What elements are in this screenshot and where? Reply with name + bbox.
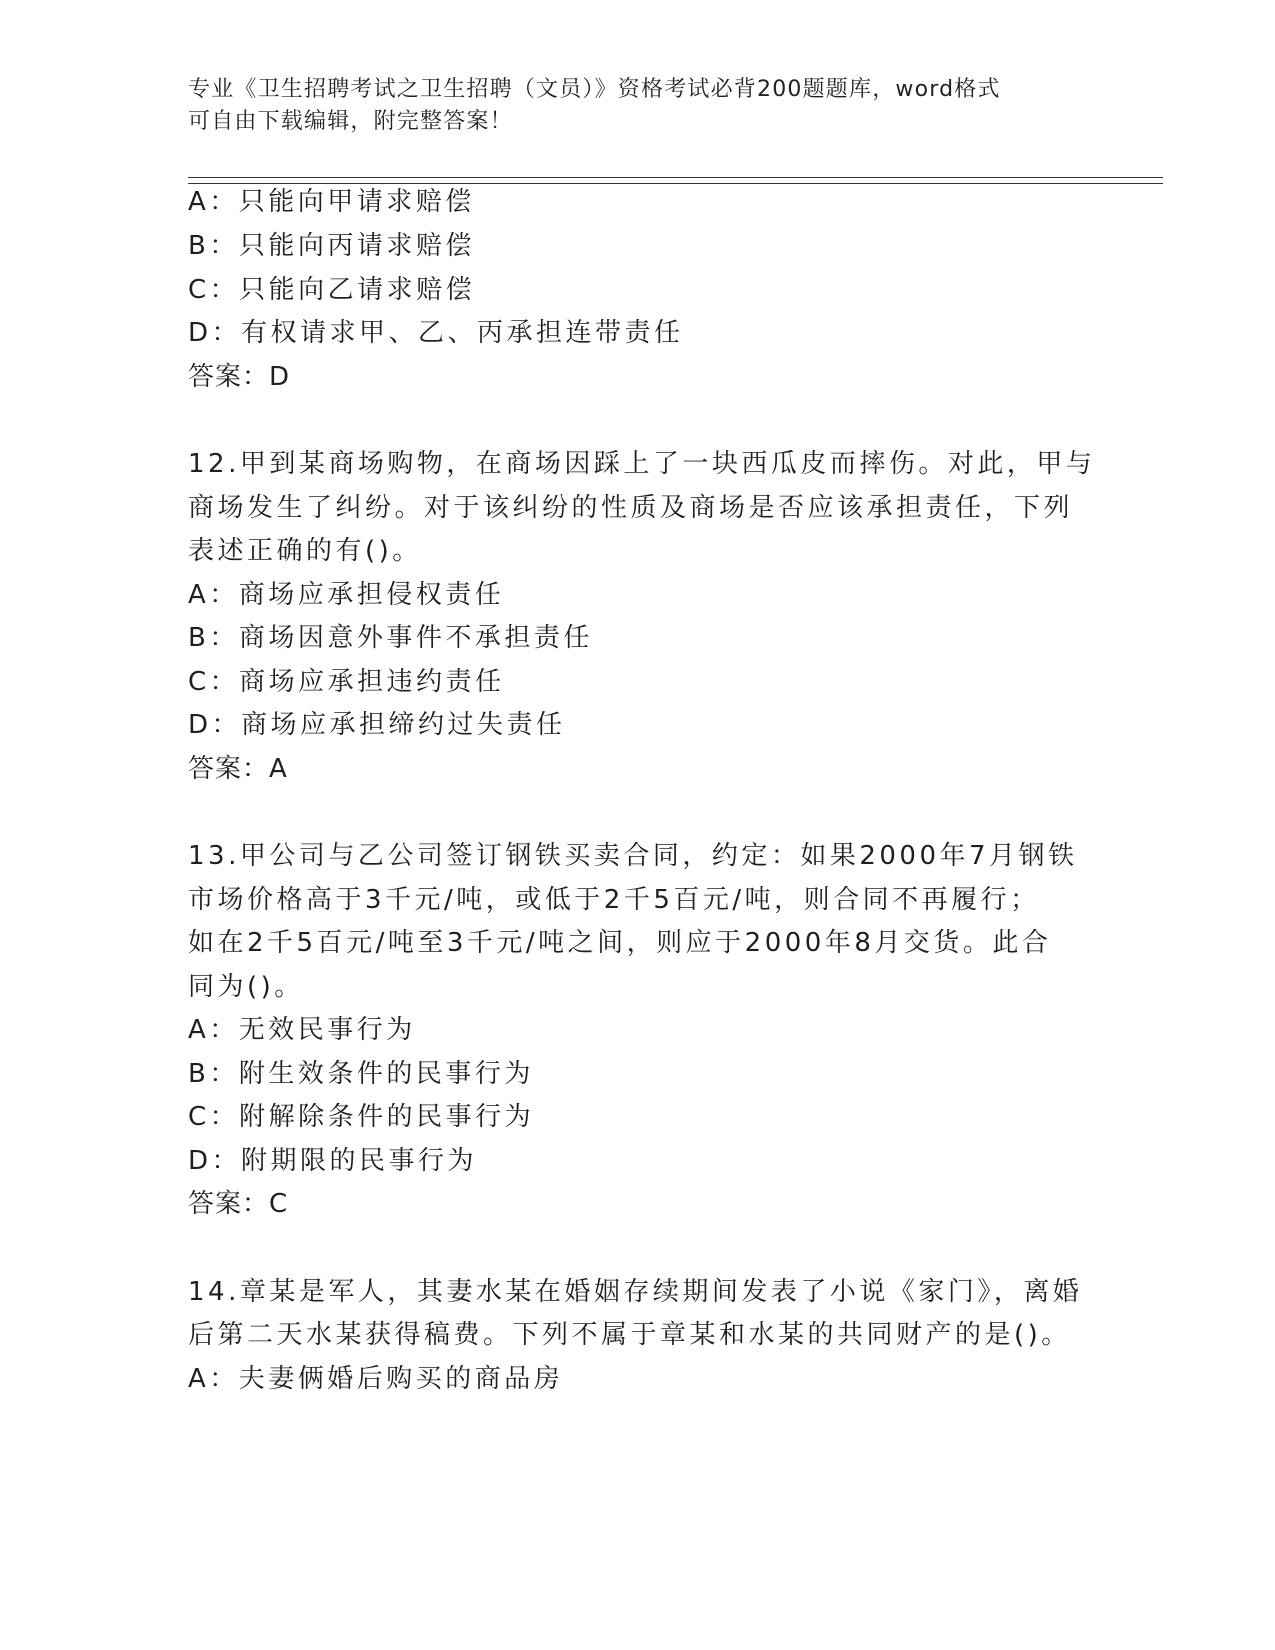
q11-option-c: C：只能向乙请求赔偿 — [188, 275, 476, 305]
q13-stem-line-1: 13.甲公司与乙公司签订钢铁买卖合同，约定：如果2000年7月钢铁 — [188, 841, 1078, 871]
q13-stem-line-2: 市场价格高于3千元/吨，或低于2千5百元/吨，则合同不再履行； — [188, 885, 1040, 915]
header-line-2: 可自由下载编辑，附完整答案！ — [188, 109, 513, 134]
q13-option-c: C：附解除条件的民事行为 — [188, 1102, 535, 1132]
q12-stem-line-3: 表述正确的有()。 — [188, 536, 422, 566]
header-divider-top — [188, 177, 1163, 178]
q11-option-d: D：有权请求甲、乙、丙承担连带责任 — [188, 318, 684, 348]
q12-answer: 答案：A — [188, 754, 288, 784]
document-header — [188, 74, 1088, 138]
header-line-1: 专业《卫生招聘考试之卫生招聘（文员）》资格考试必背200题题库，word格式 — [188, 77, 1001, 102]
q14-stem-line-1: 14.章某是军人，其妻水某在婚姻存续期间发表了小说《家门》，离婚 — [188, 1277, 1083, 1307]
q13-stem-line-4: 同为()。 — [188, 972, 304, 1002]
q12-stem-line-2: 商场发生了纠纷。对于该纠纷的性质及商场是否应该承担责任，下列 — [188, 493, 1074, 523]
q13-answer: 答案：C — [188, 1189, 289, 1219]
q12-stem-line-1: 12.甲到某商场购物，在商场因踩上了一块西瓜皮而摔伤。对此，甲与 — [188, 449, 1096, 479]
q13-stem-line-3: 如在2千5百元/吨至3千元/吨之间，则应于2000年8月交货。此合 — [188, 928, 1052, 958]
q14-stem-line-2: 后第二天水某获得稿费。下列不属于章某和水某的共同财产的是()。 — [188, 1320, 1071, 1350]
q12-option-a: A：商场应承担侵权责任 — [188, 580, 505, 610]
q13-option-d: D：附期限的民事行为 — [188, 1146, 478, 1176]
q13-option-a: A：无效民事行为 — [188, 1015, 416, 1045]
q12-option-c: C：商场应承担违约责任 — [188, 667, 505, 697]
q12-option-b: B：商场因意外事件不承担责任 — [188, 623, 593, 653]
q12-option-d: D：商场应承担缔约过失责任 — [188, 710, 566, 740]
q14-option-a: A：夫妻俩婚后购买的商品房 — [188, 1364, 564, 1394]
q11-option-b: B：只能向丙请求赔偿 — [188, 231, 475, 261]
q11-answer: 答案：D — [188, 362, 291, 392]
q11-option-a: A：只能向甲请求赔偿 — [188, 187, 475, 217]
q13-option-b: B：附生效条件的民事行为 — [188, 1059, 534, 1089]
